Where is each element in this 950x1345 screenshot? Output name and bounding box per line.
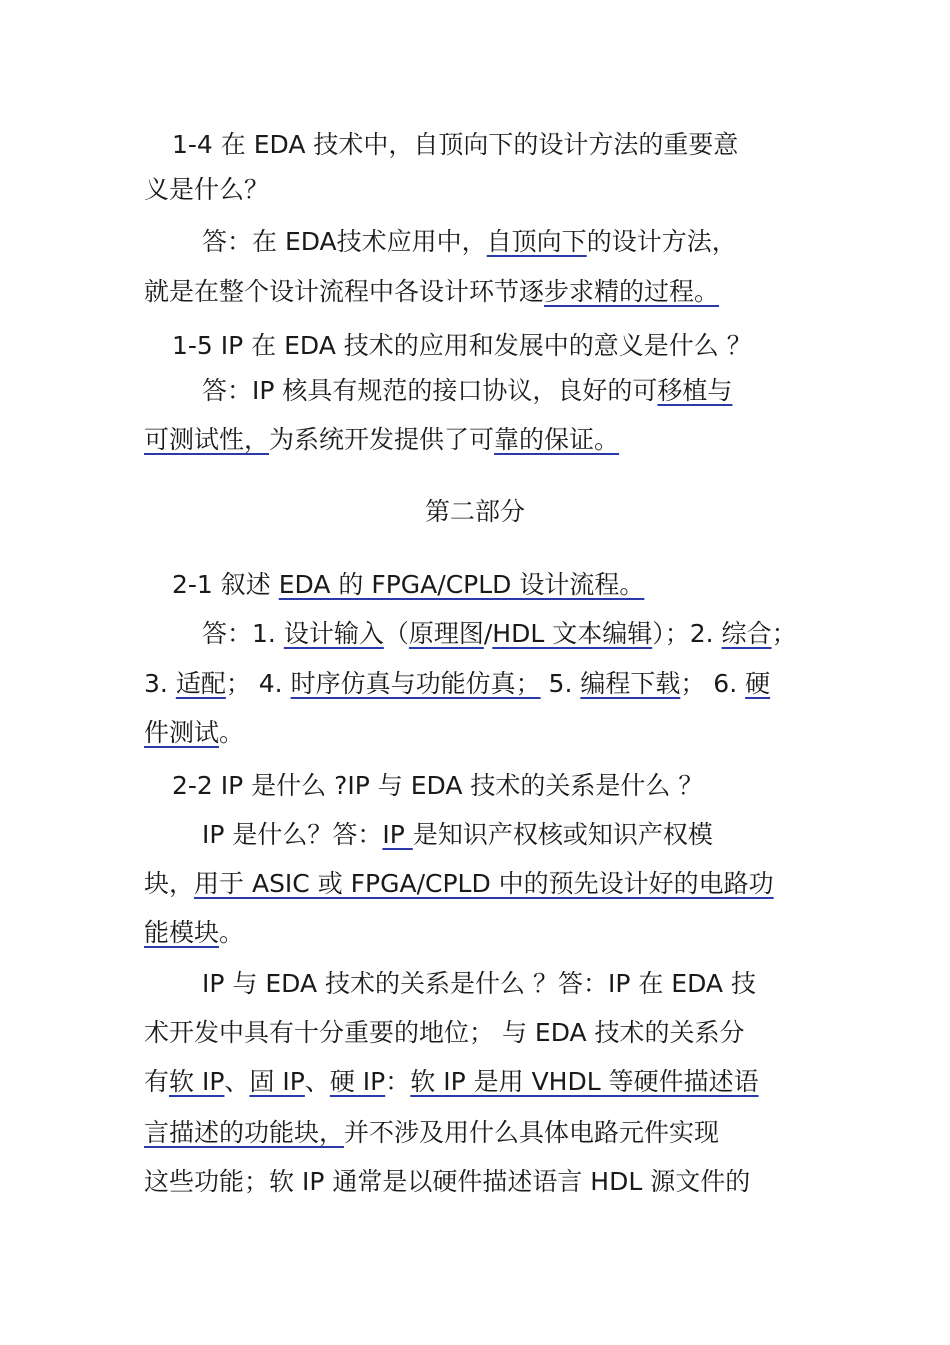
answer-text: 是知识产权核或知识产权模 (412, 820, 713, 849)
answer-text: 、 (304, 1067, 330, 1096)
answer-text: ； 4. (225, 669, 291, 698)
section-heading: 第二部分 (424, 497, 525, 526)
answer-text: 答：在 EDA技术应用中， (202, 227, 487, 256)
answer-text: 、 (224, 1067, 250, 1096)
answer-1-4-line1 (202, 226, 737, 258)
underlined-text: 时序仿真与功能仿真； (290, 669, 541, 698)
answer-text: 就是在整个设计流程中各设计环节逐 (144, 277, 545, 306)
underlined-text: 可测试性， (144, 425, 270, 454)
underlined-text: 能模块 (144, 918, 220, 947)
answer-text: 。 (219, 718, 245, 747)
underlined-text: 步求精的过程。 (544, 277, 720, 306)
underlined-text: 原理图 (408, 619, 484, 648)
underlined-text: 自顶向下 (486, 227, 587, 256)
underlined-text: HDL 文本编辑 (492, 619, 653, 648)
answer-text: IP 是什么？答： (202, 820, 383, 849)
underlined-text: 硬 IP (329, 1067, 386, 1096)
underlined-text: 综合 (721, 619, 772, 648)
answer-2-1-line2 (144, 668, 770, 700)
underlined-text: 硬 (745, 669, 771, 698)
answer-text: 为系统开发提供了可 (269, 425, 495, 454)
question-2-2-line1: 2-2 IP 是什么 ?IP 与 EDA 技术的关系是什么 ？ (172, 771, 704, 800)
answer-text: 答：1. (202, 619, 284, 648)
underlined-text: 件测试 (144, 718, 220, 747)
answer-text: ； (771, 619, 797, 648)
underlined-text: 软 IP 是用 VHDL 等硬件描述语 (410, 1067, 759, 1096)
answer-text: / (483, 619, 493, 648)
underlined-text: 移植与 (657, 376, 733, 405)
answer-text: 并不涉及用什么具体电路元件实现 (344, 1118, 720, 1147)
underlined-text: 软 IP (169, 1067, 225, 1096)
underlined-text: 靠的保证。 (494, 425, 620, 454)
answer-text: （ (383, 619, 409, 648)
underlined-text: 编程下载 (580, 669, 681, 698)
question-1-4-line2: 义是什么？ (144, 175, 270, 204)
underlined-text: IP (382, 820, 413, 849)
underlined-text: 设计输入 (283, 619, 384, 648)
question-text: 2-1 叙述 (172, 570, 279, 599)
answer-text: ： (385, 1067, 411, 1096)
answer-text: 5. (540, 669, 581, 698)
question-1-5-line1: 1-5 IP 在 EDA 技术的应用和发展中的意义是什么 ？ (172, 331, 752, 360)
underlined-text: EDA 的 FPGA/CPLD 设计流程。 (278, 570, 645, 599)
answer-text: 块， (144, 869, 195, 898)
answer-text: ）；2. (652, 619, 722, 648)
underlined-text: 固 IP (249, 1067, 305, 1096)
answer-2-2b-line1: IP 与 EDA 技术的关系是什么 ？答：IP 在 EDA 技 (202, 969, 756, 998)
answer-1-5-line2 (144, 424, 619, 456)
answer-text: ； 6. (680, 669, 746, 698)
answer-2-2b-line5: 这些功能；软 IP 通常是以硬件描述语言 HDL 源文件的 (144, 1167, 751, 1196)
answer-2-2b-line4 (144, 1117, 719, 1149)
answer-2-2a-line3 (144, 917, 244, 949)
answer-text: 3. (144, 669, 176, 698)
answer-text: 答：IP 核具有规范的接口协议，良好的可 (202, 376, 658, 405)
question-2-1-line1 (172, 569, 644, 601)
answer-2-2b-line2: 术开发中具有十分重要的地位； 与 EDA 技术的关系分 (144, 1018, 745, 1047)
question-1-4-line1: 1-4 在 EDA 技术中，自顶向下的设计方法的重要意 (172, 130, 739, 159)
answer-2-1-line1 (202, 618, 797, 650)
answer-text: 有 (144, 1067, 170, 1096)
underlined-text: 适配 (175, 669, 226, 698)
answer-2-2a-line2 (144, 868, 774, 900)
answer-2-2a-line1 (202, 819, 713, 851)
answer-1-5-line1 (202, 375, 732, 407)
answer-text: 。 (219, 918, 245, 947)
answer-2-1-line3 (144, 717, 244, 749)
answer-2-2b-line3 (144, 1066, 759, 1098)
answer-1-4-line2 (144, 276, 719, 308)
underlined-text: 用于 ASIC 或 FPGA/CPLD 中的预先设计好的电路功 (194, 869, 774, 898)
underlined-text: 言描述的功能块， (144, 1118, 345, 1147)
answer-text: 的设计方法， (586, 227, 737, 256)
